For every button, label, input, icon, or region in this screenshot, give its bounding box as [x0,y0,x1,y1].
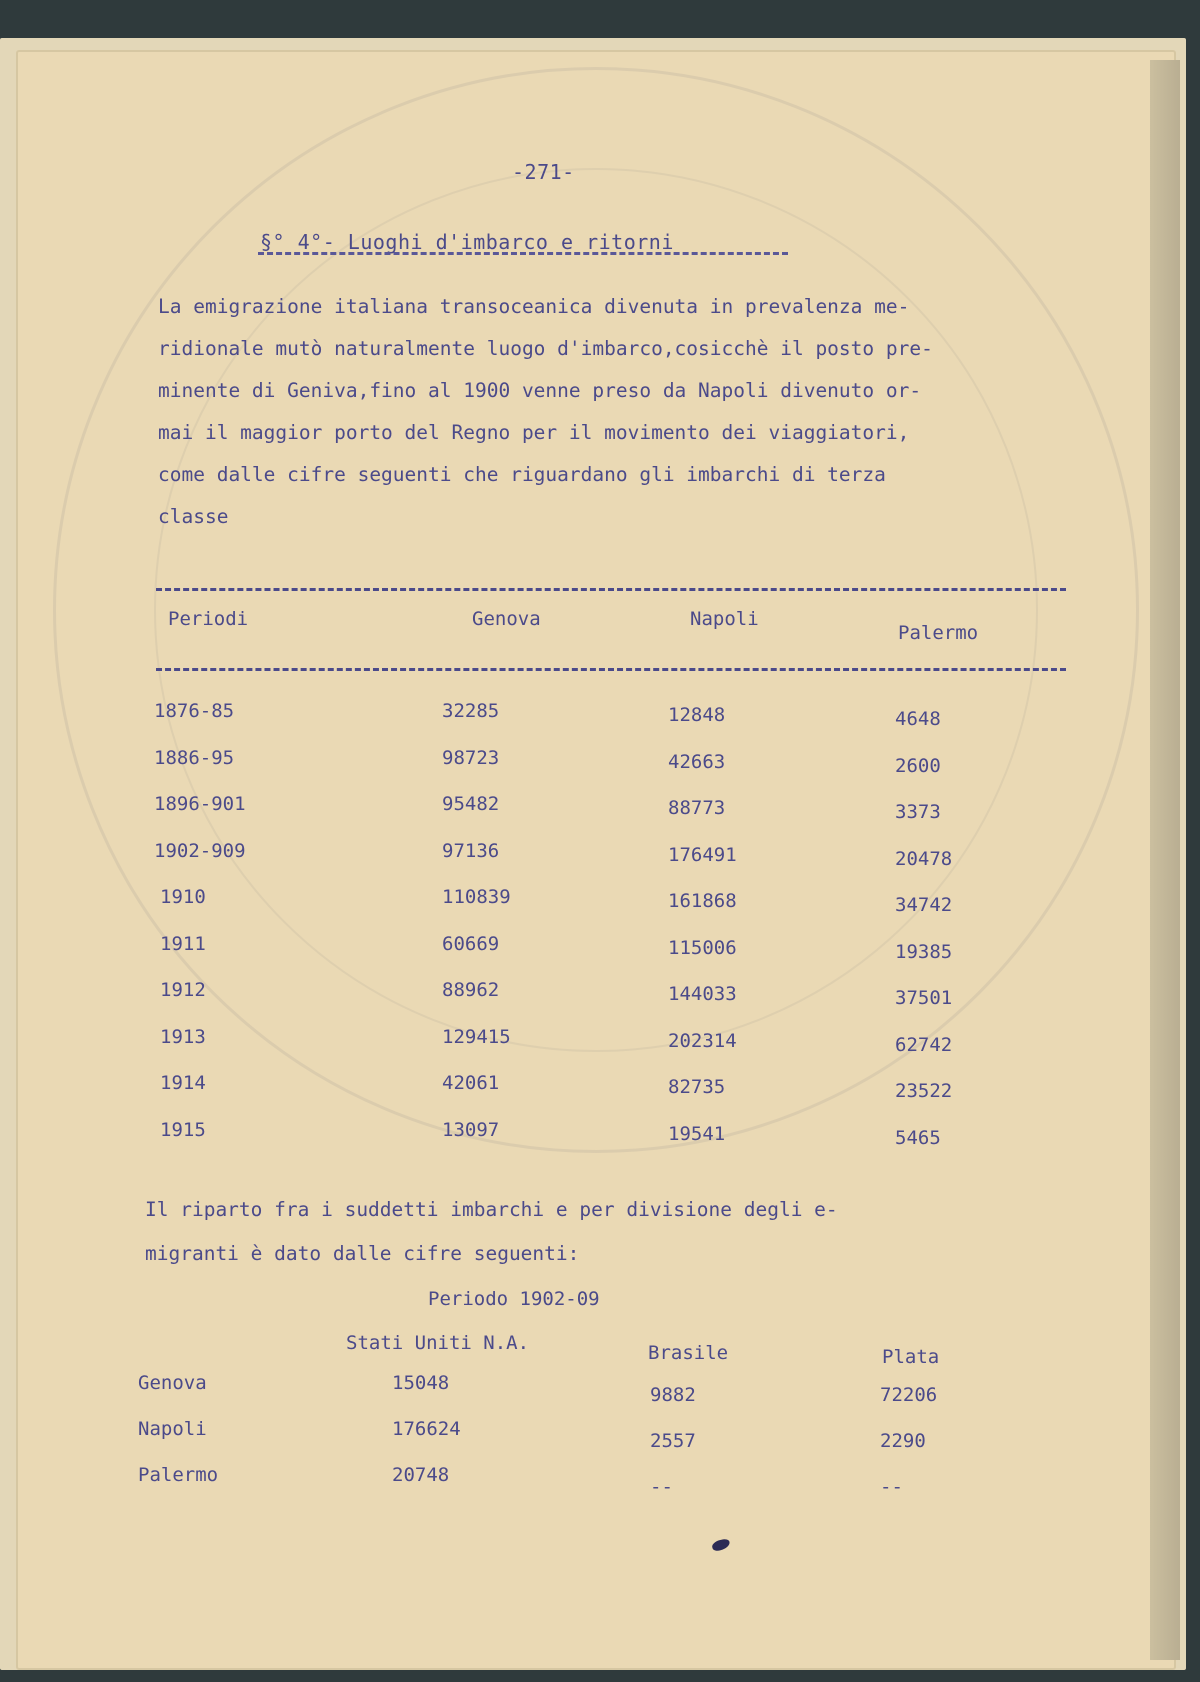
plata-cell: -- [880,1476,903,1498]
napoli-cell: 161868 [668,890,737,912]
paragraph-line: mai il maggior porto del Regno per il movimento dei viaggiatori, [158,421,910,444]
napoli-cell: 82735 [668,1076,726,1098]
genova-cell: 42061 [442,1072,500,1094]
stati-uniti-cell: 176624 [392,1418,461,1440]
table-top-rule [156,588,1066,591]
genova-cell: 98723 [442,746,500,769]
paragraph-line: come dalle cifre seguenti che riguardano gli imbarchi di terza [158,463,886,486]
brasile-cell: -- [650,1476,673,1498]
intro-paragraph [158,286,1078,538]
paragraph-line: Il riparto fra i suddetti imbarchi e per divisione degli e- [145,1198,838,1221]
col-header-napoli: Napoli [690,608,759,630]
table2-title: Periodo 1902-09 [428,1288,600,1310]
table-header-rule [156,668,1066,671]
napoli-cell: 115006 [668,936,737,959]
paragraph-line: ridionale mutò naturalmente luogo d'imbarco,cosicchè il posto pre- [158,337,933,360]
period-cell: 1896-901 [154,793,246,815]
stati-uniti-cell: 15048 [392,1372,450,1394]
palermo-cell: 37501 [895,987,953,1009]
genova-cell: 13097 [442,1118,500,1141]
col-header-periodi: Periodi [168,608,249,630]
period-cell: 1876-85 [154,700,235,722]
palermo-cell: 5465 [895,1126,941,1149]
port-cell: Genova [138,1372,207,1394]
palermo-cell: 23522 [895,1080,953,1102]
paragraph-line: minente di Geniva,fino al 1900 venne preso da Napoli divenuto or- [158,379,922,402]
genova-cell: 32285 [442,700,500,722]
period-cell: 1913 [160,1025,206,1048]
plata-cell: 2290 [880,1430,926,1452]
palermo-cell: 34742 [895,894,953,916]
genova-cell: 60669 [442,932,500,955]
section-heading: §° 4°- Luoghi d'imbarco e ritorni [260,230,674,254]
napoli-cell: 88773 [668,797,726,819]
palermo-cell: 4648 [895,708,941,730]
port-cell: Napoli [138,1418,207,1440]
palermo-cell: 2600 [895,754,941,777]
page-edge [1150,60,1180,1660]
palermo-cell: 62742 [895,1033,953,1056]
napoli-cell: 144033 [668,983,737,1005]
second-paragraph [145,1188,1065,1276]
palermo-cell: 19385 [895,940,953,963]
palermo-cell: 3373 [895,801,941,823]
col-header-palermo: Palermo [898,622,979,644]
period-cell: 1911 [160,932,206,955]
period-cell: 1912 [160,979,206,1001]
table2-header-brasile: Brasile [648,1342,729,1364]
heading-underline [258,252,788,255]
col-header-genova: Genova [472,608,541,630]
napoli-cell: 12848 [668,704,726,726]
stati-uniti-cell: 20748 [392,1464,450,1486]
paragraph-line: La emigrazione italiana transoceanica divenuta in prevalenza me- [158,295,910,318]
paragraph-line: migranti è dato dalle cifre seguenti: [145,1242,580,1265]
napoli-cell: 176491 [668,843,737,866]
genova-cell: 97136 [442,839,500,862]
genova-cell: 88962 [442,979,500,1001]
period-cell: 1886-95 [154,746,235,769]
period-cell: 1910 [160,886,206,908]
plata-cell: 72206 [880,1384,938,1406]
period-cell: 1914 [160,1072,206,1094]
port-cell: Palermo [138,1464,219,1486]
genova-cell: 129415 [442,1025,511,1048]
genova-cell: 95482 [442,793,500,815]
period-cell: 1915 [160,1118,206,1141]
napoli-cell: 19541 [668,1122,726,1145]
palermo-cell: 20478 [895,847,953,870]
brasile-cell: 9882 [650,1384,696,1406]
table2-header-plata: Plata [882,1346,940,1368]
napoli-cell: 202314 [668,1029,737,1052]
period-cell: 1902-909 [154,839,246,862]
page-number: -271- [512,160,575,184]
paragraph-line: classe [158,505,229,528]
table2-header-stati-uniti: Stati Uniti N.A. [346,1332,530,1354]
brasile-cell: 2557 [650,1430,696,1452]
napoli-cell: 42663 [668,750,726,773]
genova-cell: 110839 [442,886,511,908]
